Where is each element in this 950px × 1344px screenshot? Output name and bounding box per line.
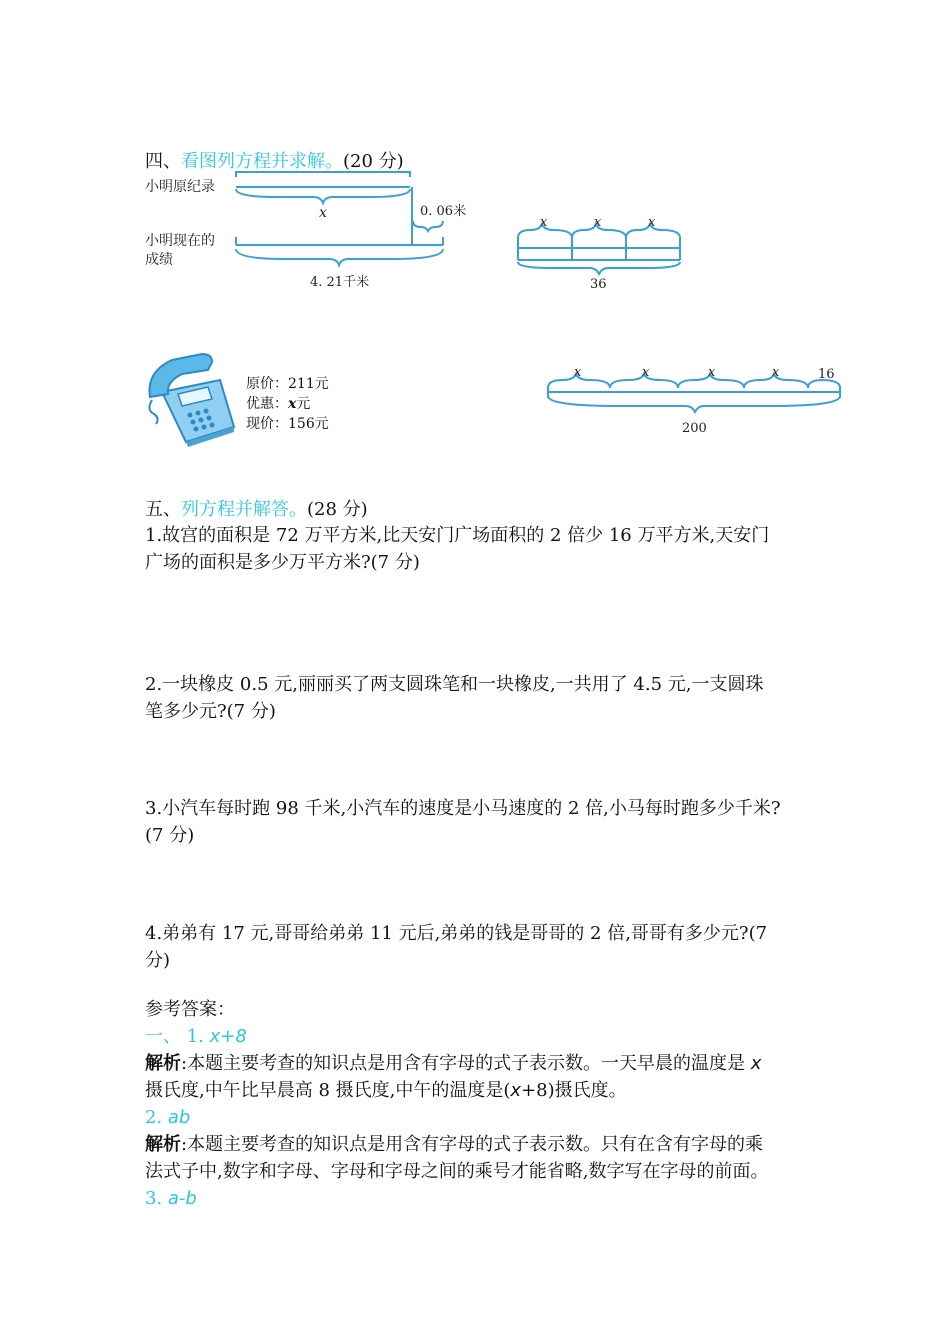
question-4: 4.弟弟有 17 元,哥哥给弟弟 11 元后,弟弟的钱是哥哥的 2 倍,哥哥有多少元?(7 分) (145, 923, 768, 971)
fig4-total: 200 (682, 421, 707, 436)
section-4-number: 四、 (145, 151, 181, 172)
answer-2-explanation-line2: 法式子中,数字和字母、字母和字母之间的乘号才能省略,数字写在字母的前面。 (145, 1161, 769, 1182)
discount-line: 优惠：x元 (246, 396, 311, 412)
top-bracket (236, 172, 410, 177)
fig4-extra: 16 (818, 367, 835, 382)
answer-1-explanation-line2: 摄氏度,中午比早晨高 8 摄氏度,中午的温度是(x+8)摄氏度。 (145, 1080, 627, 1101)
fig2-total: 36 (590, 277, 607, 292)
section-4-points: (20 分) (343, 151, 404, 172)
section-5-title: 列方程并解答。 (181, 499, 307, 520)
diagram-three-parts (510, 210, 690, 295)
label-current-line1: 小明现在的 (145, 233, 215, 249)
brace-current (236, 249, 443, 265)
label-current-line2: 成绩 (145, 252, 173, 268)
fig2-var-2: x (594, 215, 602, 230)
section-5-points: (28 分) (307, 499, 368, 520)
diagram-record-comparison (225, 165, 485, 300)
telephone-icon (142, 352, 242, 447)
fig4-var-2: x (642, 365, 650, 380)
fig4-var-3: x (708, 365, 716, 380)
current-price: 现价：156元 (246, 416, 329, 432)
question-3: 3.小汽车每时跑 98 千米,小汽车的速度是小马速度的 2 倍,小马每时跑多少千米? (7 分) (145, 798, 781, 846)
fig4-var-1: x (574, 365, 582, 380)
diff-label: 0. 06米 (420, 204, 467, 219)
fig4-var-4: x (772, 365, 780, 380)
var-x-original: x (319, 205, 327, 221)
question-1: 1.故宫的面积是 72 万平方米,比天安门广场面积的 2 倍少 16 万平方米,天安门 广场的面积是多少万平方米?(7 分) (145, 525, 770, 573)
fig2-var-3: x (648, 215, 656, 230)
answers-heading: 参考答案： (145, 999, 235, 1020)
answers-block (145, 996, 805, 1212)
brace-original (236, 189, 410, 203)
fig2-var-1: x (540, 215, 548, 230)
answer-2-explanation-line1: 解析:本题主要考查的知识点是用含有字母的式子表示数。只有在含有字母的乘 (145, 1134, 764, 1155)
diagram-four-parts-plus-extra (540, 360, 850, 440)
section-5-number: 五、 (145, 499, 181, 520)
label-original-record: 小明原纪录 (145, 179, 215, 195)
answer-2: 2. ab (145, 1107, 191, 1128)
answer-1-explanation-line1: 解析:本题主要考查的知识点是用含有字母的式子表示数。一天早晨的温度是 x (145, 1053, 762, 1074)
section-4-title: 看图列方程并求解。 (181, 151, 343, 172)
price-info (246, 374, 329, 434)
question-2: 2.一块橡皮 0.5 元,丽丽买了两支圆珠笔和一块橡皮,一共用了 4.5 元,一支圆珠 笔多少元?(7 分) (145, 674, 764, 722)
answer-3: 3. a-b (145, 1188, 197, 1209)
answer-1: 一、 1. x+8 (145, 1026, 247, 1047)
total-label: 4. 21千米 (310, 275, 370, 290)
section-5-heading (145, 498, 368, 522)
brace-difference (413, 221, 443, 231)
original-price: 原价：211元 (246, 376, 329, 392)
